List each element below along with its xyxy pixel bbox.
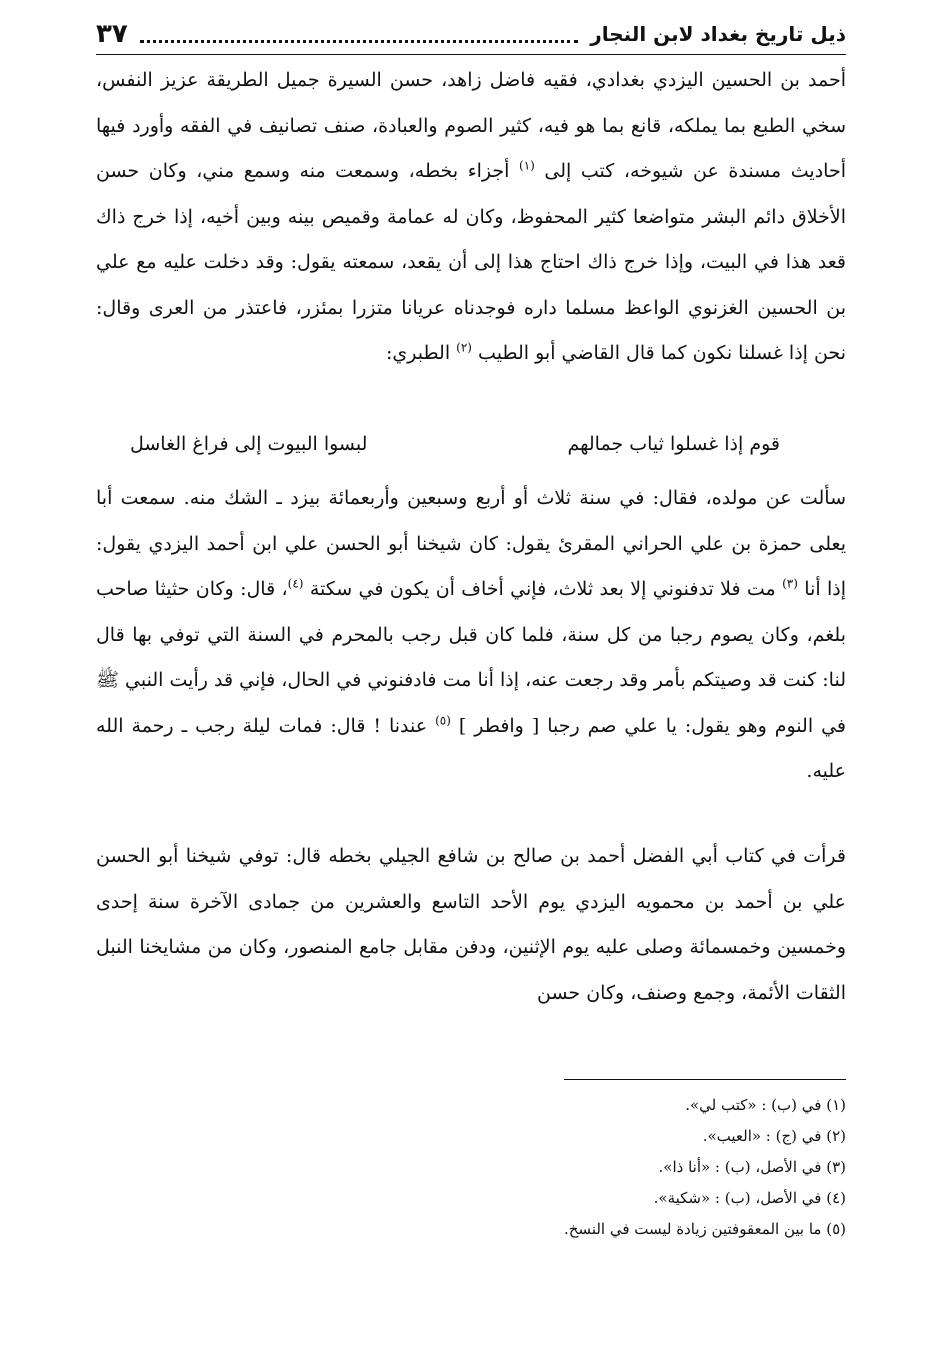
paragraph-text: ، قال: وكان حثيثا صاحب بلغم، وكان يصوم رجبا من كل سنة، فلما كان قبل رجب بالمحرم في السنة التي توفي بها قال لنا: كنت قد وصيتكم بأمر وقد رجعت عنه، إذا أنا مت فادفنوني في الحال، فإني قد رأيت النبي ﷺ في النوم وهو يقول: يا علي صم رجبا [ وافطر ] xyxy=(96,578,846,737)
paragraph-text: قرأت في كتاب أبي الفضل أحمد بن صالح بن شافع الجيلي بخطه قال: توفي شيخنا أبو الحسن علي بن أحمد بن محمويه اليزدي يوم الأحد التاسع والعشرين من جمادى الآخرة سنة إحدى وخمسين وخمسمائة وصلى عليه يوم الإثنين، ودفن مقابل جامع المنصور، وكان من مشايخنا النبل الثقات الأئمة، وجمع وصنف، وكان حسن xyxy=(96,845,846,1004)
footnote: (٥) ما بين المعقوفتين زيادة ليست في النسخ. xyxy=(563,1220,846,1238)
footnote: (٤) في الأصل، (ب) : «شكية». xyxy=(653,1189,846,1207)
footnote-divider xyxy=(564,1079,846,1080)
footnote-ref[interactable]: (٣) xyxy=(782,576,798,591)
paragraph-text: سألت عن مولده، فقال: في سنة ثلاث أو أربع وسبعين وأربعمائة بيزد ـ الشك منه. سمعت أبا يعلى حمزة بن علي الحراني المقرئ يقول: كان شيخنا أبو الحسن علي ابن أحمد اليزدي يقول: إذا أنا xyxy=(96,487,847,600)
footnote-ref[interactable]: (٤) xyxy=(287,576,304,591)
footnote-ref[interactable]: (٢) xyxy=(456,340,472,355)
footnote: (١) في (ب) : «كتب لي». xyxy=(685,1096,846,1114)
running-title: ذيل تاريخ بغداد لابن النجار xyxy=(590,22,846,46)
paragraph-1 xyxy=(96,58,846,377)
page-number: ٣٧ xyxy=(96,19,128,49)
footnote: (٣) في الأصل، (ب) : «أنا ذا». xyxy=(658,1158,846,1176)
verse-second-hemistich: لبسوا البيوت إلى فراغ الغاسل xyxy=(130,433,368,455)
dotted-leader xyxy=(140,26,578,43)
paragraph-2 xyxy=(96,476,846,795)
paragraph-3 xyxy=(96,834,846,1016)
footnotes xyxy=(346,1090,846,1245)
footnote-ref[interactable]: (٥) xyxy=(435,713,451,728)
paragraph-text: أحمد بن الحسين اليزدي بغدادي، فقيه فاضل زاهد، حسن السيرة جميل الطريقة عزيز النفس، سخي الطبع بما يملكه، قانع بما هو فيه، كثير الصوم والعبادة، صنف تصانيف في الفقه وأورد فيها أحاديث مسندة عن شيوخه، كتب إلى xyxy=(96,69,846,182)
paragraph-text: أجزاء بخطه، وسمعت منه وسمع مني، وكان حسن الأخلاق دائم البشر متواضعا كثير المحفوظ، وكان له عمامة وقميص بينه وبين أخيه، إذا خرج ذاك قعد هذا في البيت، وإذا خرج ذاك احتاج هذا إلى أن يقعد، سمعته يقول: وقد دخلت عليه مع علي بن الحسين الغزنوي الواعظ مسلما داره فوجدناه عريانا متزرا بمئزر، فاعتذر من العرى وقال: نحن إذا غسلنا نكون كما قال القاضي أبو الطيب xyxy=(96,160,846,364)
paragraph-text: الطبري: xyxy=(385,342,451,364)
paragraph-text: عندنا ! قال: فمات ليلة رجب ـ رحمة الله عليه. xyxy=(96,714,846,782)
footnote: (٢) في (ج) : «العيب». xyxy=(702,1127,846,1145)
footnote-ref[interactable]: (١) xyxy=(519,158,535,173)
page-header xyxy=(96,14,846,55)
paragraph-text: مت فلا تدفنوني إلا بعد ثلاث، فإني أخاف أن يكون في سكتة xyxy=(309,578,776,600)
verse-first-hemistich: قوم إذا غسلوا ثياب جمالهم xyxy=(567,433,780,455)
poetry-verse xyxy=(130,422,780,467)
